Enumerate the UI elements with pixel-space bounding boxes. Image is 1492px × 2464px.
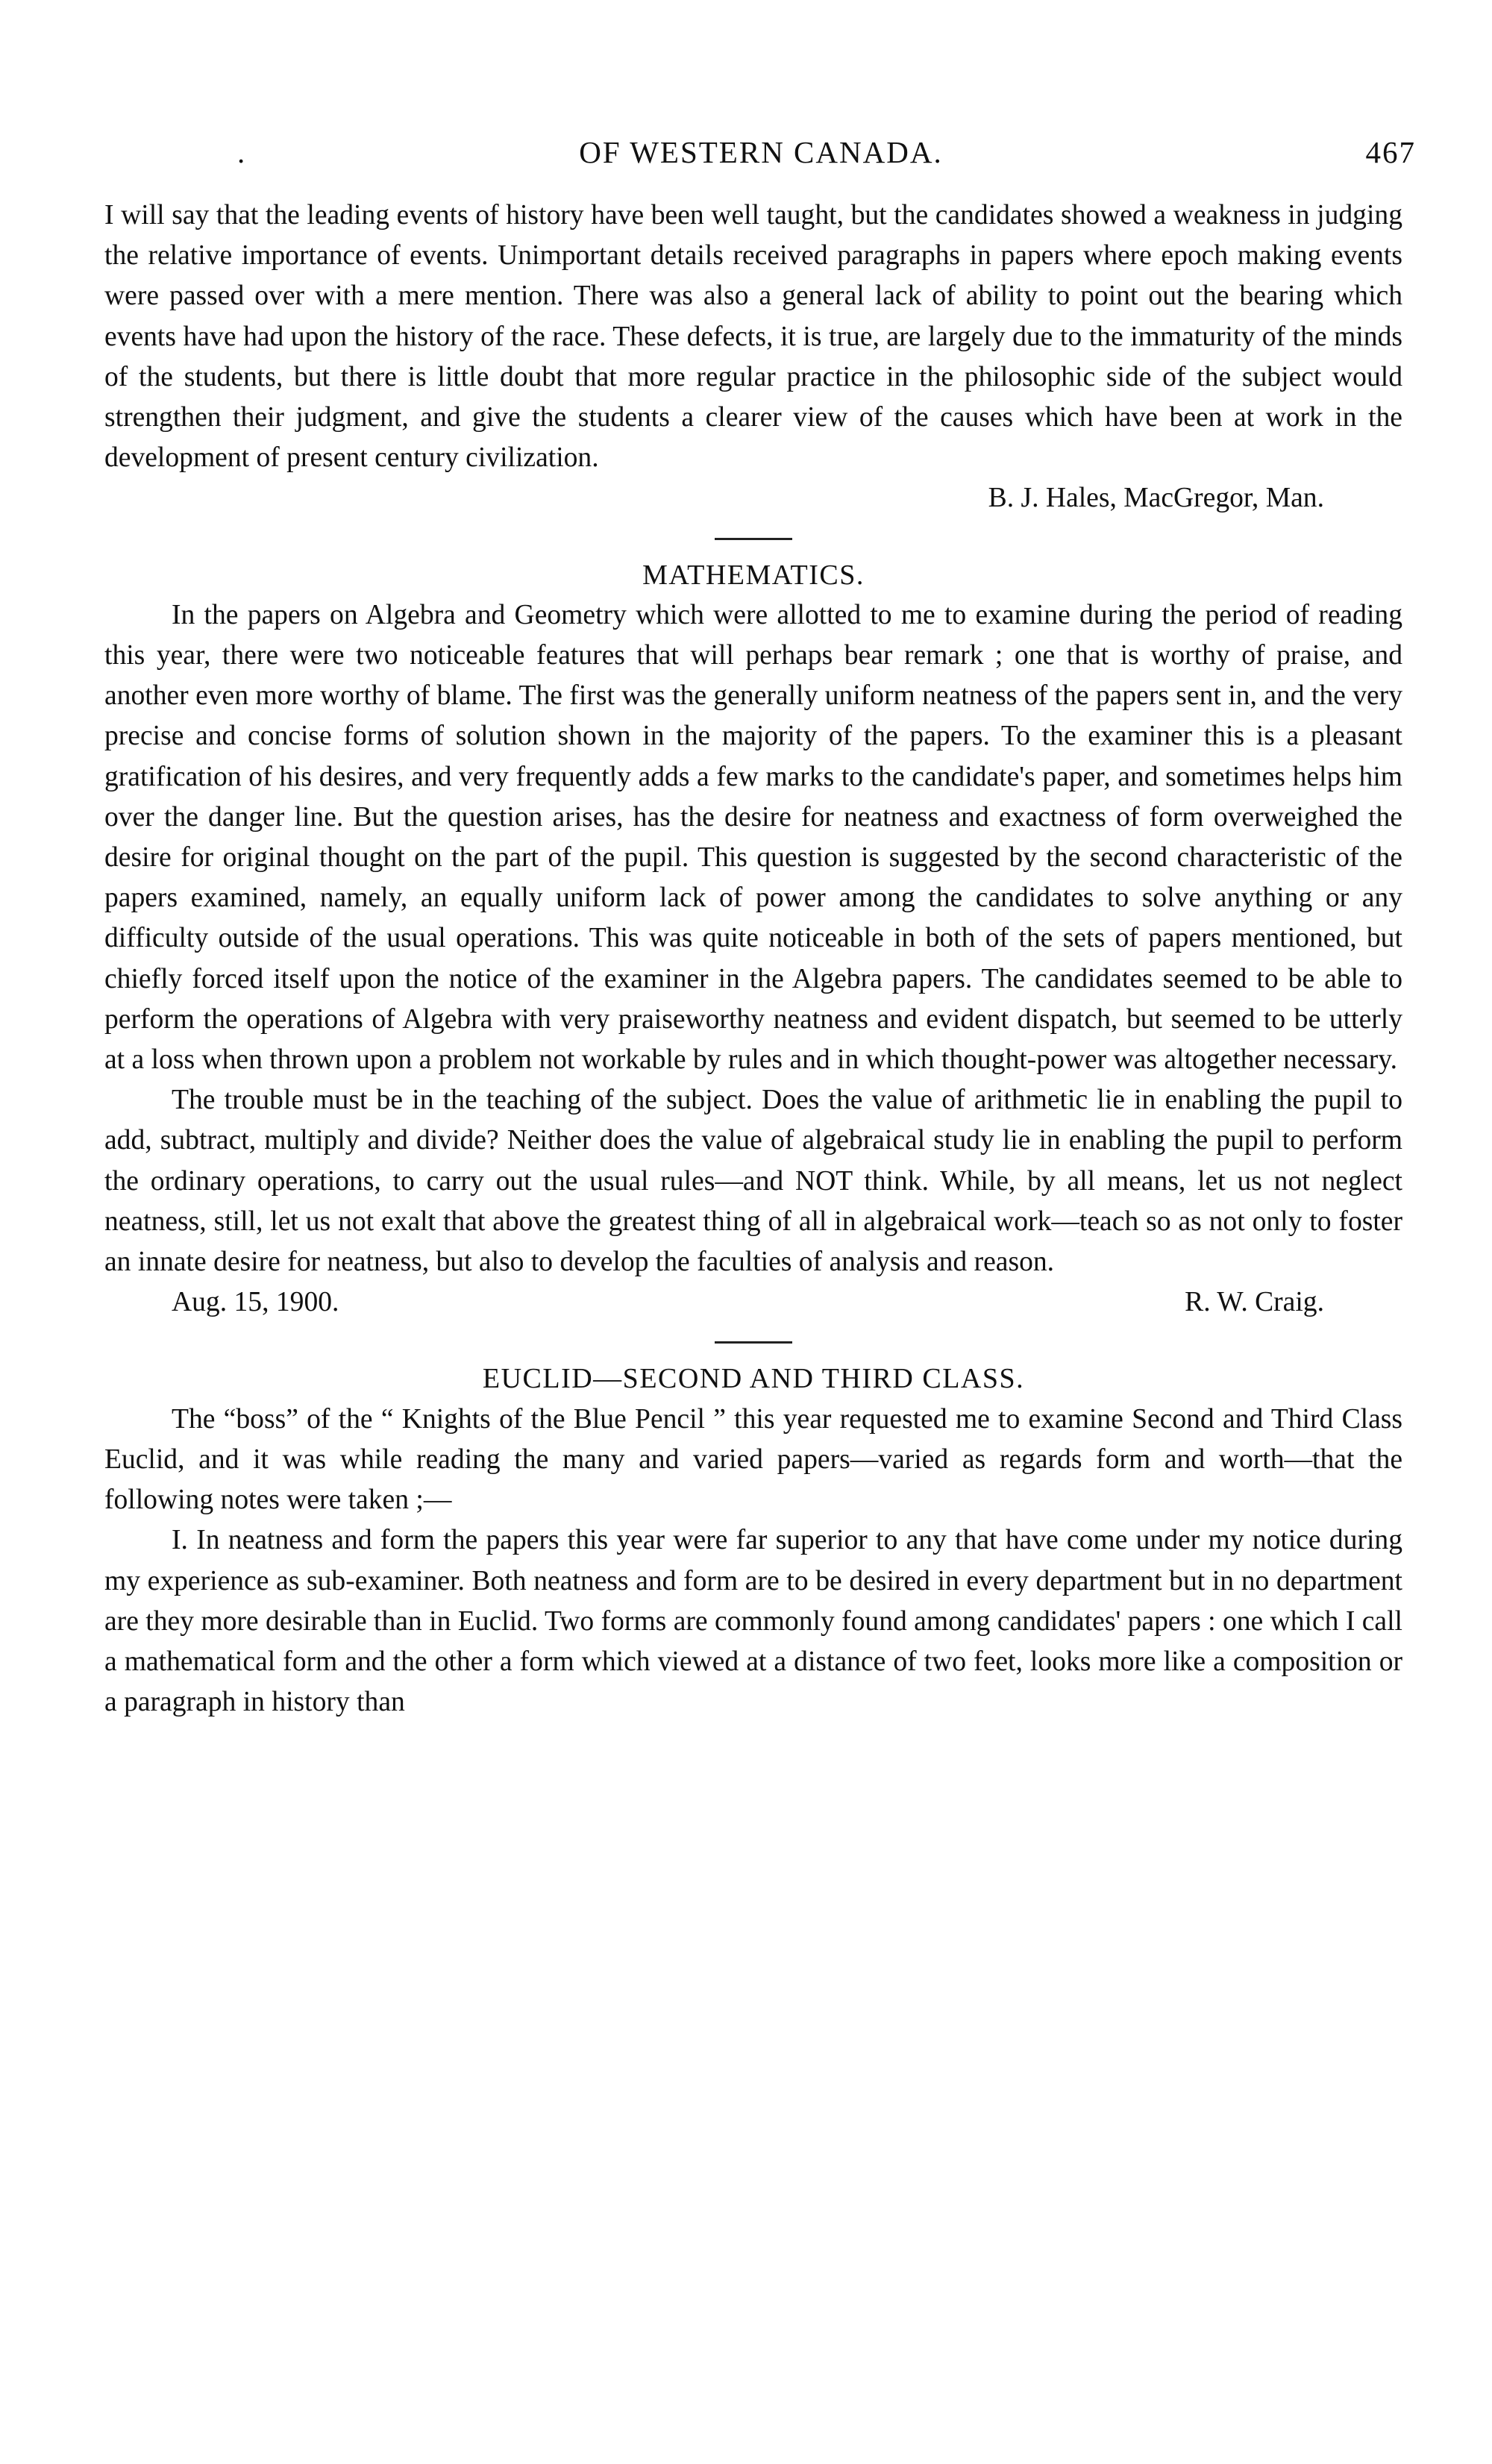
mathematics-dateline	[104, 1282, 1402, 1323]
mathematics-signature: R. W. Craig.	[1185, 1287, 1324, 1318]
page-number: 467	[1365, 135, 1416, 169]
running-title: OF WESTERN CANADA.	[579, 135, 943, 169]
section-divider	[715, 538, 792, 540]
running-header	[104, 134, 1417, 179]
mathematics-date: Aug. 15, 1900.	[172, 1287, 339, 1318]
euclid-paragraph-2: I. In neatness and form the papers this year were far superior to any that have come under my notice during my experience as sub-examiner. Both neatness and form are to be desired in every department but in no department are they more desirable than in Euclid. Two forms are commonly found among candidates' papers : one which I call a mathematical form and the other a form which viewed at a distance of two feet, looks more like a composition or a paragraph in history than	[104, 1525, 1402, 1718]
header-dot: .	[237, 135, 247, 169]
mathematics-heading: MATHEMATICS.	[642, 559, 865, 591]
euclid-heading: EUCLID—SECOND AND THIRD CLASS.	[482, 1363, 1025, 1395]
euclid-paragraph-1: The “boss” of the “ Knights of the Blue Pencil ” this year requested me to examine Second and Third Class Euclid, and it was while reading the many and varied papers—varied as regards form and worth—that the following notes were taken ;—	[104, 1403, 1402, 1516]
mathematics-paragraph-1: In the papers on Algebra and Geometry which were allotted to me to examine during the period of reading this year, there were two noticeable features that will perhaps bear remark ; one that is worthy of praise, and another even more worthy of blame. The first was the generally uniform neatness of the papers sent in, and the very precise and concise forms of solution shown in the majority of the papers. To the examiner this is a pleasant gratification of his desires, and very frequently adds a few marks to the candidate's paper, and sometimes helps him over the danger line. But the question arises, has the desire for neatness and exactness of form overweighed the desire for original thought on the part of the pupil. This question is suggested by the second characteristic of the papers examined, namely, an equally uniform lack of power among the candidates to solve anything or any difficulty outside of the usual operations. This was quite noticeable in both of the sets of papers mentioned, but chiefly forced itself upon the notice of the examiner in the Algebra papers. The candidates seemed to be able to perform the operations of Algebra with very praiseworthy neatness and evident dispatch, but seemed to be utterly at a loss when thrown upon a problem not workable by rules and in which thought-power was altogether necessary.	[104, 599, 1402, 1076]
mathematics-paragraph-2: The trouble must be in the teaching of the subject. Does the value of arithmetic lie in enabling the pupil to add, subtract, multiply and divide? Neither does the value of algebraical study lie in enabling the pupil to perform the ordinary operations, to carry out the usual rules—and NOT think. While, by all means, let us not neglect neatness, still, let us not exalt that above the greatest thing of all in algebraical work—teach so as not only to foster an innate desire for neatness, but also to develop the faculties of analysis and reason.	[104, 1085, 1402, 1278]
history-paragraph: I will say that the leading events of history have been well taught, but the candidates showed a weakness in judging the relative importance of events. Unimportant details received paragraphs in papers where epoch making events were passed over with a mere mention. There was also a general lack of ability to point out the bearing which events have had upon the history of the race. These defects, it is true, are largely due to the immaturity of the minds of the students, but there is little doubt that more regular practice in the philosophic side of the subject would strengthen their judgment, and give the students a clearer view of the causes which have been at work in the development of present century civilization.	[104, 200, 1402, 474]
page-body	[104, 195, 1402, 1722]
section-divider	[715, 1341, 792, 1344]
history-signature: B. J. Hales, MacGregor, Man.	[988, 483, 1324, 514]
